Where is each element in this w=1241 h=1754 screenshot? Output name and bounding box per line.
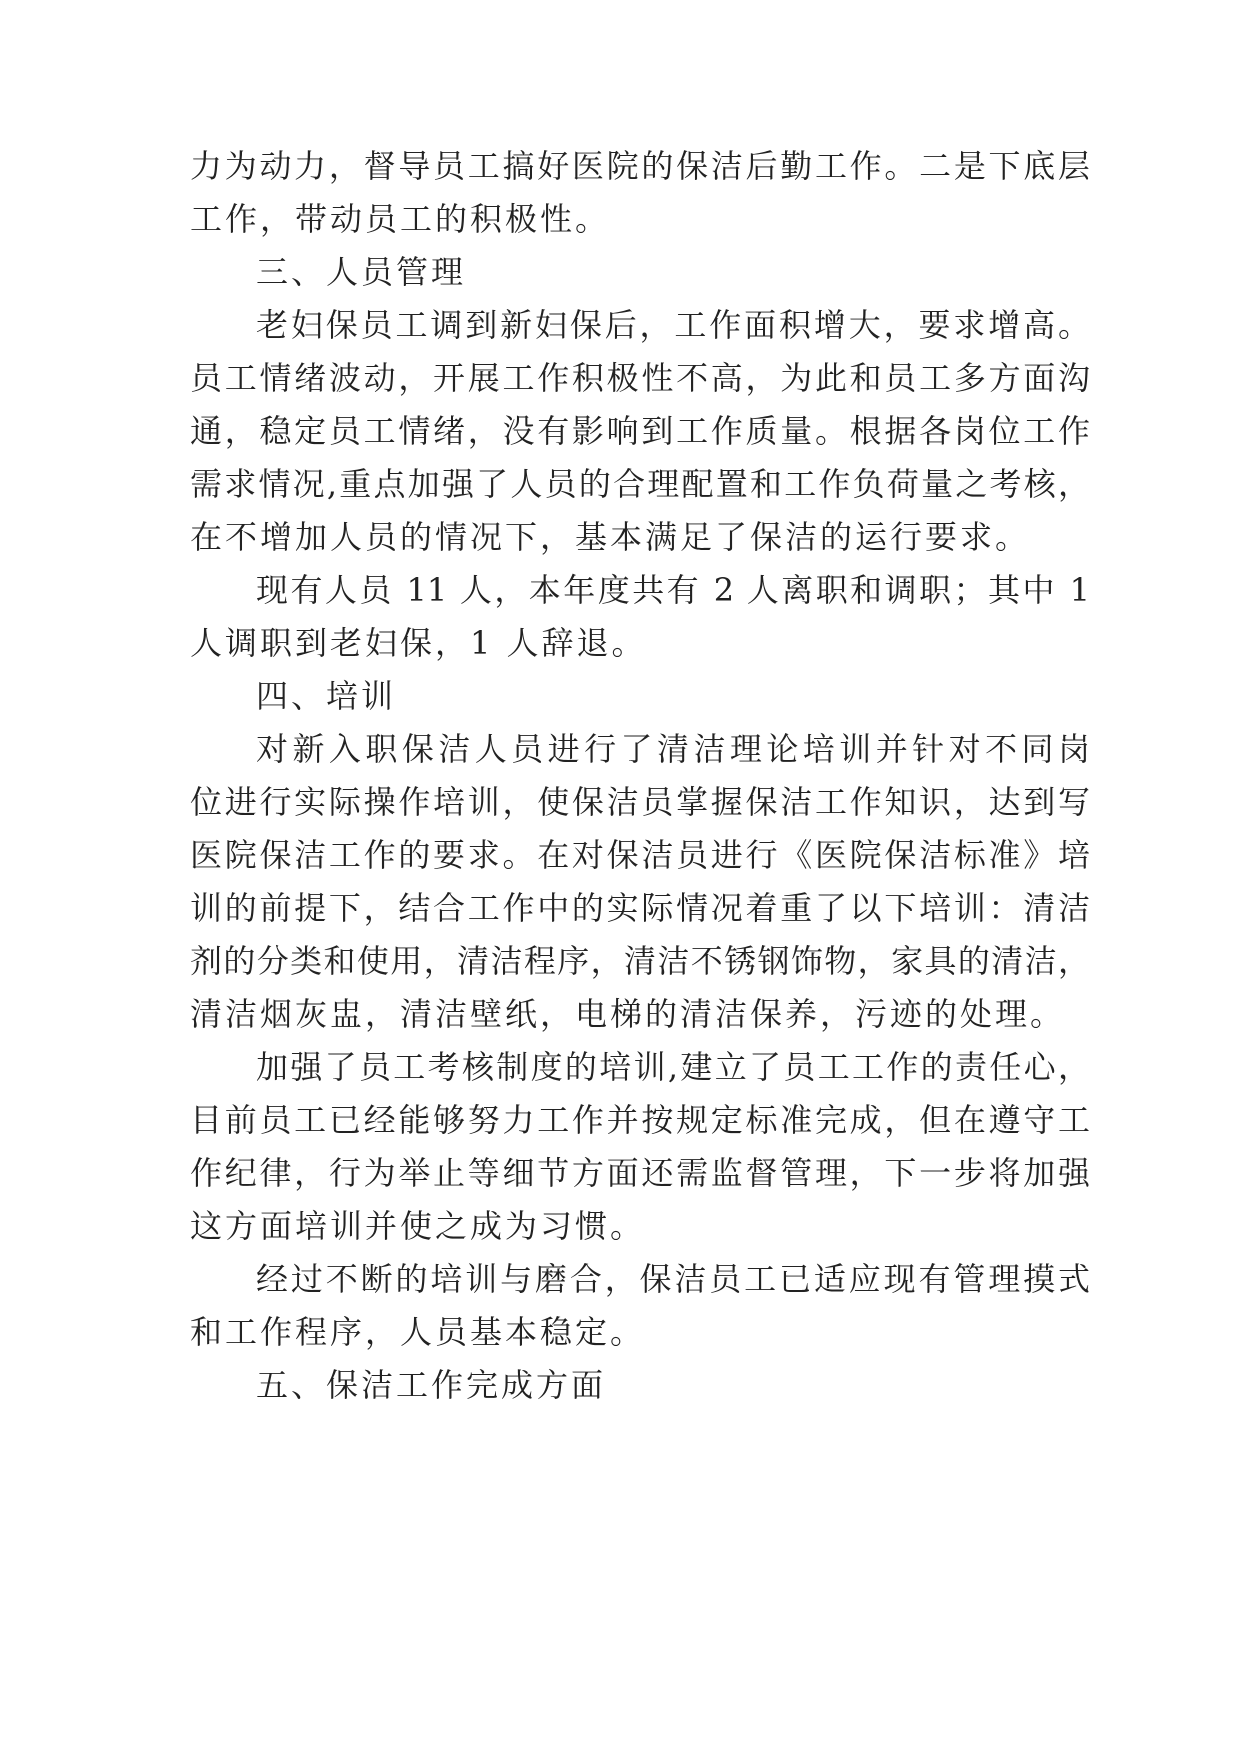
text-line: 老妇保员工调到新妇保后，工作面积增大，要求增高。 (256, 306, 1090, 344)
text-line: 对新入职保洁人员进行了清洁理论培训并针对不同岗 (256, 730, 1090, 768)
section-heading: 五、保洁工作完成方面 (256, 1366, 607, 1404)
text-line: 人调职到老妇保，1 人辞退。 (190, 624, 647, 662)
text-line: 经过不断的培训与磨合，保洁员工已适应现有管理摸式 (256, 1260, 1090, 1298)
text-line: 目前员工已经能够努力工作并按规定标准完成，但在遵守工 (190, 1101, 1090, 1139)
text-line: 训的前提下，结合工作中的实际情况着重了以下培训：清洁 (190, 889, 1090, 927)
text-line: 和工作程序，人员基本稳定。 (190, 1313, 646, 1351)
text-line: 力为动力，督导员工搞好医院的保洁后勤工作。二是下底层 (190, 147, 1090, 185)
section-heading: 三、人员管理 (256, 253, 467, 291)
text-line: 剂的分类和使用，清洁程序，清洁不锈钢饰物，家具的清洁， (190, 942, 1090, 980)
text-line: 医院保洁工作的要求。在对保洁员进行《医院保洁标准》培 (190, 836, 1090, 874)
text-line: 需求情况,重点加强了人员的合理配置和工作负荷量之考核， (190, 465, 1090, 503)
text-line: 工作，带动员工的积极性。 (190, 200, 611, 238)
text-line: 作纪律，行为举止等细节方面还需监督管理，下一步将加强 (190, 1154, 1090, 1192)
text-line: 清洁烟灰盅，清洁壁纸，电梯的清洁保养，污迹的处理。 (190, 995, 1066, 1033)
text-line: 员工情绪波动，开展工作积极性不高，为此和员工多方面沟 (190, 359, 1090, 397)
text-line: 通，稳定员工情绪，没有影响到工作质量。根据各岗位工作 (190, 412, 1090, 450)
text-line: 现有人员 11 人，本年度共有 2 人离职和调职；其中 1 (256, 571, 1090, 609)
text-line: 加强了员工考核制度的培训,建立了员工工作的责任心， (256, 1048, 1090, 1086)
text-line: 这方面培训并使之成为习惯。 (190, 1207, 646, 1245)
section-heading: 四、培训 (256, 677, 397, 715)
text-line: 位进行实际操作培训，使保洁员掌握保洁工作知识，达到写 (190, 783, 1090, 821)
text-line: 在不增加人员的情况下，基本满足了保洁的运行要求。 (190, 518, 1031, 556)
